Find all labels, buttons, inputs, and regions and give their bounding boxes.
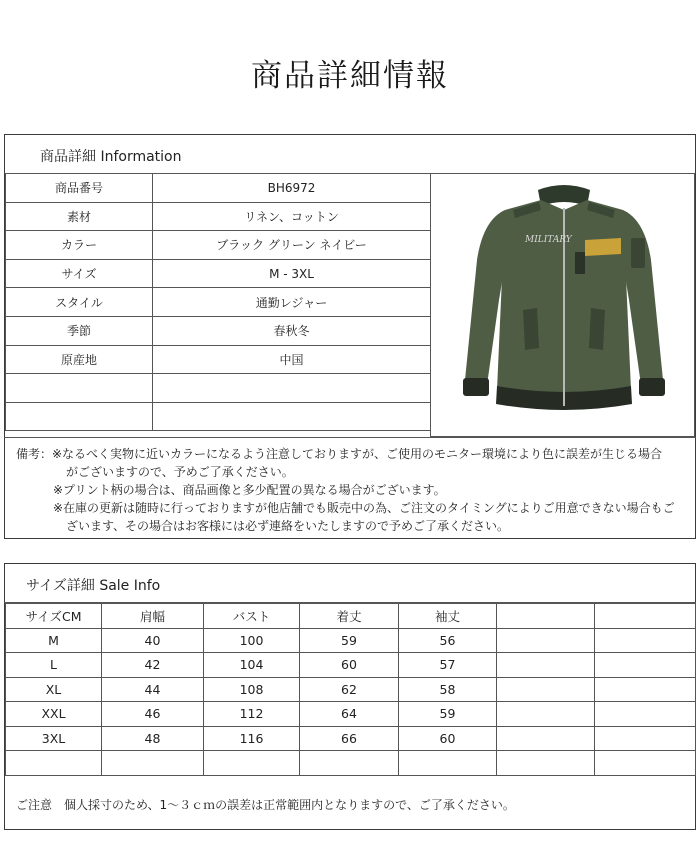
size-cell: 44 [102, 677, 204, 702]
jacket-image [453, 180, 675, 430]
size-cell: L [6, 653, 102, 678]
size-column-header: 着丈 [300, 604, 399, 629]
size-cell: 112 [204, 702, 300, 727]
size-column-header: サイズCM [6, 604, 102, 629]
size-column-header: 肩幅 [102, 604, 204, 629]
detail-value: 通勤レジャー [153, 288, 431, 317]
size-cell: 59 [300, 628, 399, 653]
size-cell: 64 [300, 702, 399, 727]
size-table-row [6, 628, 696, 653]
size-table-row [6, 726, 696, 751]
detail-row [6, 202, 431, 231]
product-photo [430, 173, 695, 437]
size-cell: 58 [399, 677, 497, 702]
size-cell [497, 653, 595, 678]
size-cell [595, 677, 696, 702]
detail-value: M - 3XL [153, 259, 431, 288]
note-line: がございますので、予めご了承ください。 [66, 465, 294, 479]
size-cell: 56 [399, 628, 497, 653]
size-cell: 66 [300, 726, 399, 751]
size-cell: 62 [300, 677, 399, 702]
size-cell [595, 653, 696, 678]
size-cell: 57 [399, 653, 497, 678]
detail-row [6, 402, 431, 431]
note-line: ※在庫の更新は随時に行っておりますが他店舗でも販売中の為、ご注文のタイミングによりご用意できない場合もご [53, 501, 675, 515]
detail-value: 春秋冬 [153, 316, 431, 345]
size-cell [300, 751, 399, 776]
size-column-header [595, 604, 696, 629]
detail-label [6, 374, 153, 403]
size-table-row [6, 677, 696, 702]
size-cell [102, 751, 204, 776]
detail-label: 原産地 [6, 345, 153, 374]
size-cell: XL [6, 677, 102, 702]
size-cell [497, 702, 595, 727]
size-cell [6, 751, 102, 776]
detail-row [6, 288, 431, 317]
size-cell [595, 628, 696, 653]
detail-row [6, 345, 431, 374]
size-cell: 48 [102, 726, 204, 751]
size-cell [497, 726, 595, 751]
detail-value: BH6972 [153, 174, 431, 203]
detail-heading: 商品詳細 Information [40, 149, 182, 165]
detail-label: 季節 [6, 316, 153, 345]
detail-label [6, 402, 153, 431]
note-line: ※プリント柄の場合は、商品画像と多少配置の異なる場合がございます。 [53, 483, 446, 497]
detail-row [6, 174, 431, 203]
size-table-row [6, 653, 696, 678]
remarks-notes [16, 445, 686, 535]
size-heading: サイズ詳細 Sale Info [26, 578, 161, 594]
size-cell [595, 751, 696, 776]
detail-row [6, 259, 431, 288]
detail-row [6, 231, 431, 260]
detail-row [6, 374, 431, 403]
size-column-header: 袖丈 [399, 604, 497, 629]
detail-label: カラー [6, 231, 153, 260]
size-cell: XXL [6, 702, 102, 727]
note-line: ざいます、その場合はお客様には必ず連絡をいたしますので予めご了承ください。 [66, 519, 510, 533]
size-cell: 60 [300, 653, 399, 678]
size-cell: 40 [102, 628, 204, 653]
product-detail-table [5, 173, 431, 431]
size-cell [595, 702, 696, 727]
detail-value [153, 374, 431, 403]
detail-label: 商品番号 [6, 174, 153, 203]
svg-text:MILITARY: MILITARY [525, 235, 572, 245]
size-cell: 100 [204, 628, 300, 653]
detail-value [153, 402, 431, 431]
detail-value: 中国 [153, 345, 431, 374]
size-cell [595, 726, 696, 751]
size-cell [204, 751, 300, 776]
page-title: 商品詳細情報 [251, 58, 449, 94]
detail-label: 素材 [6, 202, 153, 231]
detail-value: ブラック グリーン ネイビー [153, 231, 431, 260]
size-cell: 46 [102, 702, 204, 727]
size-cell: 59 [399, 702, 497, 727]
size-cell [497, 677, 595, 702]
size-cell: 3XL [6, 726, 102, 751]
size-cell [399, 751, 497, 776]
notes-divider [4, 437, 696, 438]
detail-label: サイズ [6, 259, 153, 288]
size-cell: 60 [399, 726, 497, 751]
size-table [5, 603, 696, 776]
size-cell: 116 [204, 726, 300, 751]
size-cell: 108 [204, 677, 300, 702]
detail-row [6, 316, 431, 345]
size-column-header: バスト [204, 604, 300, 629]
note-line: 備考：※なるべく実物に近いカラーになるよう注意しておりますが、ご使用のモニター環境により色に誤差が生じる場合 [16, 447, 663, 461]
detail-value: リネン、コットン [153, 202, 431, 231]
detail-label: スタイル [6, 288, 153, 317]
size-cell [497, 751, 595, 776]
size-table-row [6, 751, 696, 776]
size-cell: M [6, 628, 102, 653]
size-table-row [6, 702, 696, 727]
size-column-header [497, 604, 595, 629]
size-cell: 104 [204, 653, 300, 678]
size-table-header [6, 604, 696, 629]
size-cell [497, 628, 595, 653]
size-cell: 42 [102, 653, 204, 678]
size-footer-note: ご注意 個人採寸のため、1～３ｃｍの誤差は正常範囲内となりますので、ご了承ください。 [16, 798, 515, 812]
